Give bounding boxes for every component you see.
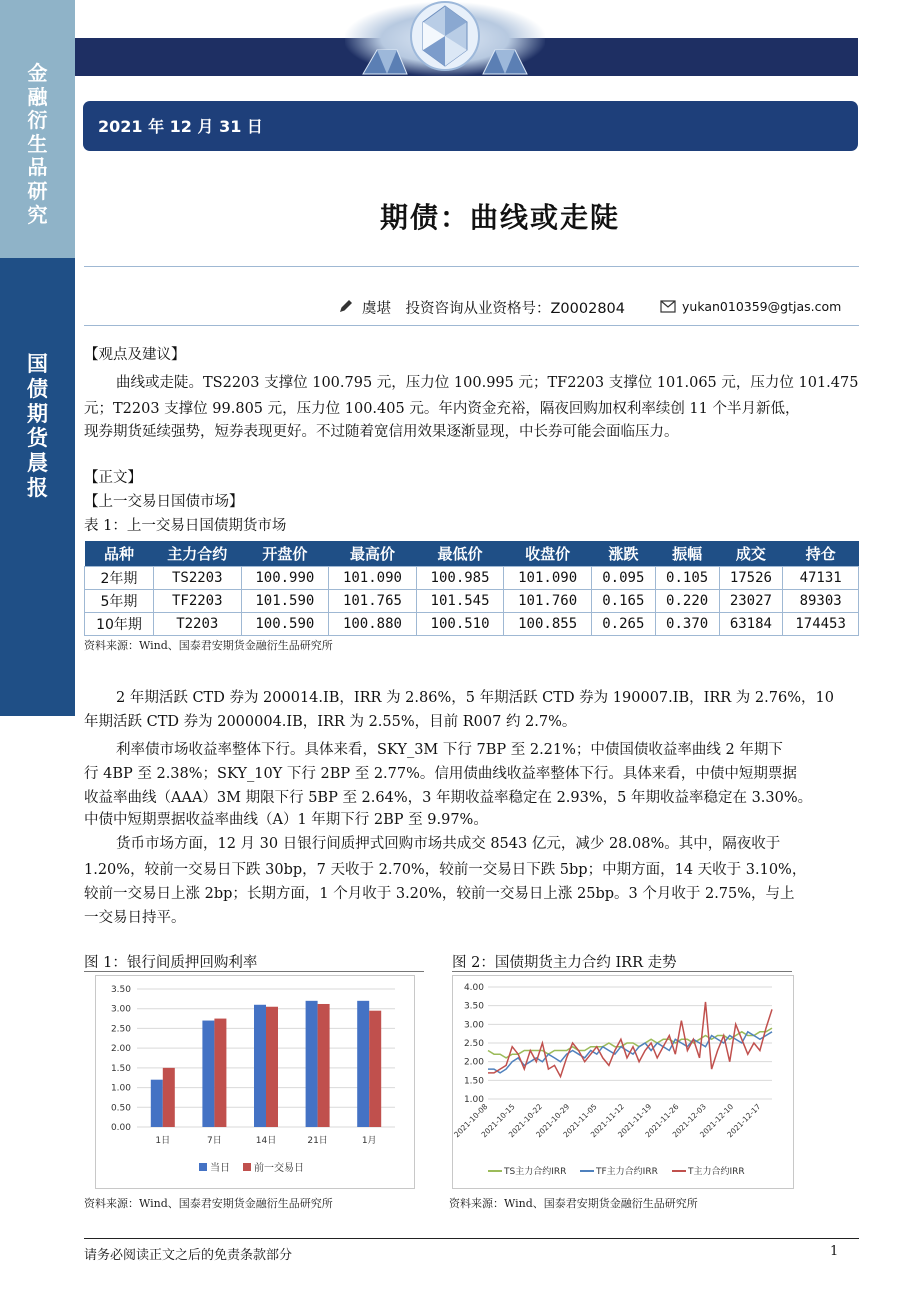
sidebar-report-char: 货 (27, 426, 48, 451)
table-cell: 101.590 (241, 590, 329, 613)
chart1-ytick-label: 1.00 (110, 1083, 131, 1094)
chart1-bar-today (151, 1080, 163, 1127)
chart2-xtick-label: 2021-10-29 (534, 1102, 572, 1140)
chart1-bar-prev (214, 1019, 226, 1127)
chart1-xtick-label: 21日 (307, 1136, 328, 1146)
chart1-ytick-label: 2.50 (110, 1024, 131, 1035)
figure1-caption: 图 1：银行间质押回购利率 (84, 955, 258, 971)
chart1-legend-swatch (243, 1163, 251, 1171)
chart2-xtick-label: 2021-11-19 (616, 1102, 654, 1140)
table-cell: 0.220 (655, 590, 719, 613)
chart1-bar-prev (266, 1007, 278, 1127)
table-header-cell: 涨跌 (591, 541, 655, 567)
views-line-3: 现券期货延续强势，短券表现更好。不过随着宽信用效果逐渐显现，中长券可能会面临压力。 (84, 424, 679, 440)
chart2-ytick-label: 1.00 (463, 1095, 484, 1105)
author-line: 虞堪 投资咨询从业资格号：Z0002804 (362, 301, 626, 317)
chart2-xtick-label: 2021-12-10 (697, 1102, 736, 1140)
table-cell: TF2203 (153, 590, 241, 613)
repo-rate-bar-chart (95, 975, 413, 1187)
chart1-legend-swatch (199, 1163, 207, 1171)
para1-line-2: 年期活跃 CTD 券为 2000004.IB，IRR 为 2.55%，目前 R007 约 2.7%。 (84, 714, 577, 730)
para1-line-1: 2 年期活跃 CTD 券为 200014.IB，IRR 为 2.86%，5 年期活跃 CTD 券为 190007.IB，IRR 为 2.76%，10 (116, 690, 834, 706)
chart1-ytick-label: 3.50 (110, 985, 131, 995)
chart1-xtick-label: 14日 (255, 1136, 277, 1146)
table-cell: 63184 (719, 613, 783, 636)
sidebar-report-char: 债 (27, 376, 48, 401)
table-cell: 0.265 (591, 613, 655, 636)
figure1-rule (84, 971, 424, 972)
author-divider (84, 325, 859, 326)
figure2-caption: 图 2：国债期货主力合约 IRR 走势 (452, 955, 677, 971)
table-header-cell: 收盘价 (504, 541, 592, 567)
footer-disclaimer: 请务必阅读正文之后的免责条款部分 (84, 1248, 293, 1263)
table-cell: 100.990 (241, 567, 329, 590)
chart1-bar-today (357, 1001, 369, 1127)
views-heading: 【观点及建议】 (84, 347, 186, 363)
chart1-xtick-label: 1月 (361, 1136, 377, 1146)
sidebar-category-char: 衍 (27, 108, 48, 133)
chart1-legend-label: 当日 (210, 1163, 230, 1174)
table-cell: 174453 (783, 613, 859, 636)
sidebar-category-char: 研 (27, 178, 48, 203)
chart2-xtick-label: 2021-10-15 (479, 1102, 517, 1140)
table-cell: 0.165 (591, 590, 655, 613)
table-cell: 100.985 (416, 567, 504, 590)
pencil-icon (338, 298, 354, 314)
page-number: 1 (830, 1244, 839, 1259)
sidebar-category-char: 生 (27, 131, 48, 156)
para3-line-2: 1.20%，较前一交易日下跌 30bp，7 天收于 2.70%，较前一交易日下跌 5bp；中期方面，14 天收于 3.10%， (84, 862, 807, 878)
table-cell: T2203 (153, 613, 241, 636)
chart1-bar-prev (369, 1011, 381, 1127)
table-header-cell: 持仓 (783, 541, 859, 567)
sidebar-category-char: 究 (27, 202, 48, 227)
chart2-ytick-label: 4.00 (463, 983, 484, 993)
chart1-legend-label: 前一交易日 (254, 1163, 304, 1174)
chart1-bar-today (254, 1005, 266, 1127)
table-row (85, 567, 859, 590)
para2-line-1: 利率债市场收益率整体下行。具体来看，SKY_3M 下行 7BP 至 2.21%；中债国债收益率曲线 2 年期下 (116, 742, 783, 758)
table-cell: 23027 (719, 590, 783, 613)
table-cell: 101.090 (329, 567, 417, 590)
chart1-ytick-label: 1.50 (110, 1063, 131, 1074)
chart2-ytick-label: 3.50 (463, 1001, 484, 1012)
chart2-xtick-label: 2021-10-08 (452, 1102, 490, 1140)
sidebar-category-char: 金 (27, 61, 48, 85)
table-cell: 2年期 (85, 567, 154, 590)
views-line-1: 曲线或走陡。TS2203 支撑位 100.795 元，压力位 100.995 元；TF2203 支撑位 101.065 元，压力位 101.475 (116, 375, 859, 391)
sidebar-report-char: 国 (27, 352, 48, 376)
title-divider (84, 266, 859, 267)
sidebar-report-label (0, 352, 75, 501)
sidebar-category-char: 品 (27, 155, 48, 180)
table-row (85, 613, 859, 636)
diamond-logo-icon (355, 0, 535, 78)
table-header-cell: 主力合约 (153, 541, 241, 567)
table-cell: 101.545 (416, 590, 504, 613)
irr-line-chart (452, 975, 792, 1187)
table-cell: 5年期 (85, 590, 154, 613)
chart2-xtick-label: 2021-10-22 (506, 1102, 545, 1140)
page-title: 期债：曲线或走陡 (379, 201, 620, 234)
table-header-cell: 品种 (85, 541, 154, 567)
chart2-xtick-label: 2021-12-17 (725, 1102, 763, 1140)
chart1-ytick-label: 3.00 (110, 1004, 131, 1015)
table-cell: 0.370 (655, 613, 719, 636)
para3-line-4: 一交易日持平。 (84, 910, 186, 926)
report-date: 2021 年 12 月 31 日 (98, 117, 263, 136)
table-header-cell: 开盘价 (241, 541, 329, 567)
chart2-legend-label: TF主力合约IRR (596, 1167, 658, 1177)
table-header-cell: 成交 (719, 541, 783, 567)
para2-line-4: 中债中短期票据收益率曲线（A）1 年期下行 2BP 至 9.97%。 (84, 812, 488, 828)
chart2-ytick-label: 1.50 (463, 1076, 484, 1087)
chart2-ytick-label: 3.00 (463, 1020, 484, 1031)
chart2-xtick-label: 2021-11-05 (561, 1102, 599, 1140)
mail-icon (660, 300, 676, 313)
chart1-ytick-label: 2.00 (110, 1044, 131, 1055)
chart1-bar-prev (318, 1004, 330, 1127)
table-source: 资料来源：Wind、国泰君安期货金融衍生品研究所 (84, 639, 333, 652)
chart1-bar-prev (163, 1068, 175, 1127)
table-cell: 17526 (719, 567, 783, 590)
market-subheading: 【上一交易日国债市场】 (84, 494, 244, 510)
chart1-ytick-label: 0.50 (110, 1103, 131, 1114)
table-cell: 101.760 (504, 590, 592, 613)
table-cell: 100.880 (329, 613, 417, 636)
para3-line-1: 货币市场方面，12 月 30 日银行间质押式回购市场共成交 8543 亿元，减少 28.08%。其中，隔夜收于 (116, 836, 781, 852)
sidebar-category-char: 融 (27, 84, 48, 109)
table-cell: 101.090 (504, 567, 592, 590)
futures-market-table (84, 541, 859, 636)
body-heading: 【正文】 (84, 470, 142, 486)
sidebar-report-char: 期 (27, 401, 48, 426)
chart1-ytick-label: 0.00 (110, 1123, 131, 1133)
sidebar-report-char: 报 (27, 475, 48, 500)
table-cell: 100.855 (504, 613, 592, 636)
chart1-xtick-label: 1日 (155, 1136, 171, 1146)
figure2-rule (452, 971, 792, 972)
table-cell: 10年期 (85, 613, 154, 636)
chart1-bar-today (306, 1001, 318, 1127)
chart2-xtick-label: 2021-12-03 (670, 1102, 708, 1140)
table-cell: 100.510 (416, 613, 504, 636)
chart2-ytick-label: 2.00 (463, 1057, 484, 1068)
views-line-2: 元；T2203 支撑位 99.805 元，压力位 100.405 元。年内资金充裕，隔夜回购加权利率续创 11 个半月新低， (84, 401, 800, 417)
para2-line-2: 行 4BP 至 2.38%；SKY_10Y 下行 2BP 至 2.77%。信用债曲线收益率整体下行。具体来看，中债中短期票据 (84, 766, 797, 782)
chart2-legend-label: TS主力合约IRR (504, 1167, 567, 1177)
table-header-row (85, 541, 859, 567)
chart2-legend-label: T主力合约IRR (688, 1167, 745, 1177)
chart1-xtick-label: 7日 (207, 1136, 222, 1146)
table-header-cell: 最高价 (329, 541, 417, 567)
table-header-cell: 振幅 (655, 541, 719, 567)
footer-rule (84, 1238, 859, 1239)
para3-line-3: 较前一交易日上涨 2bp；长期方面，1 个月收于 3.20%，较前一交易日上涨 25bp。3 个月收于 2.75%，与上 (84, 886, 795, 902)
table-header-cell: 最低价 (416, 541, 504, 567)
table-row (85, 590, 859, 613)
table-caption: 表 1：上一交易日国债期货市场 (84, 518, 287, 534)
table-cell: 0.105 (655, 567, 719, 590)
chart2-xtick-label: 2021-11-26 (643, 1102, 681, 1140)
chart1-bar-today (202, 1021, 214, 1127)
table-cell: 47131 (783, 567, 859, 590)
para2-line-3: 收益率曲线（AAA）3M 期限下行 5BP 至 2.64%，3 年期收益率稳定在 2.93%，5 年期收益率稳定在 3.30%。 (84, 790, 813, 806)
author-email[interactable]: yukan010359@gtjas.com (682, 299, 842, 314)
figure1-source: 资料来源：Wind、国泰君安期货金融衍生品研究所 (84, 1197, 333, 1210)
figure2-source: 资料来源：Wind、国泰君安期货金融衍生品研究所 (449, 1197, 698, 1210)
table-cell: TS2203 (153, 567, 241, 590)
chart2-xtick-label: 2021-11-12 (588, 1102, 626, 1140)
sidebar-report-char: 晨 (27, 451, 48, 476)
table-cell: 100.590 (241, 613, 329, 636)
table-cell: 89303 (783, 590, 859, 613)
table-cell: 101.765 (329, 590, 417, 613)
chart2-ytick-label: 2.50 (463, 1039, 484, 1049)
table-cell: 0.095 (591, 567, 655, 590)
